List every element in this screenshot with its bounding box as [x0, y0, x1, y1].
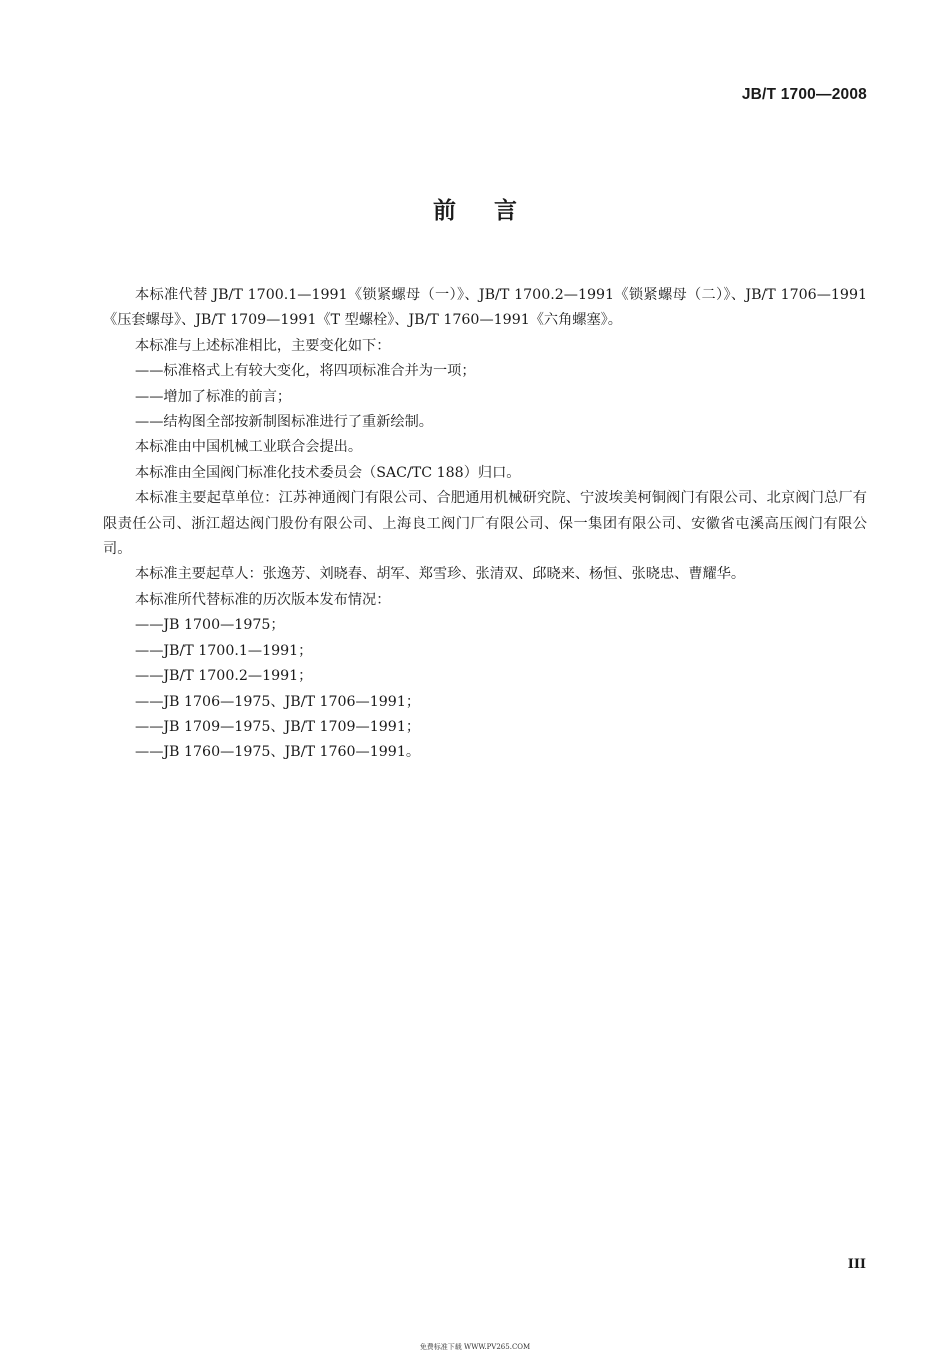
paragraph-drafters: 本标准主要起草人：张逸芳、刘晓春、胡军、郑雪珍、张清双、邱晓来、杨恒、张晓忠、曹耀华。 — [135, 566, 746, 583]
standard-number: JB/T 1700—2008 — [741, 86, 867, 103]
list-item: ——JB 1706—1975、JB/T 1706—1991； — [135, 693, 421, 710]
paragraph-managed-by: 本标准由全国阀门标准化技术委员会（SAC/TC 188）归口。 — [135, 464, 521, 481]
footer-watermark: 免费标准下载 WWW.PV265.COM — [419, 1343, 531, 1351]
list-item: ——增加了标准的前言； — [135, 388, 292, 405]
list-item: ——JB/T 1700.1—1991； — [135, 642, 313, 659]
paragraph-replaces: 本标准代替 JB/T 1700.1—1991《锁紧螺母（一）》、JB/T 1700.2—1991《锁紧螺母（二）》、JB/T 1706—1991《压套螺母》、JB/T 1709—1991《T 型螺栓》、JB/T 1760—1991《六角螺塞》。 — [103, 287, 867, 329]
list-item: ——结构图全部按新制图标准进行了重新绘制。 — [135, 414, 433, 431]
list-item: ——标准格式上有较大变化，将四项标准合并为一项； — [135, 363, 476, 380]
foreword-body — [103, 283, 867, 766]
list-item: ——JB 1709—1975、JB/T 1709—1991； — [135, 718, 421, 735]
list-item: ——JB 1760—1975、JB/T 1760—1991。 — [135, 744, 421, 761]
paragraph-proposed-by: 本标准由中国机械工业联合会提出。 — [135, 439, 363, 456]
page-title: 前言 — [433, 198, 555, 224]
page-number: III — [847, 1257, 866, 1272]
list-item: ——JB 1700—1975； — [135, 617, 285, 634]
list-item: ——JB/T 1700.2—1991； — [135, 668, 313, 685]
paragraph-drafting-units: 本标准主要起草单位：江苏神通阀门有限公司、合肥通用机械研究院、宁波埃美柯铜阀门有限公司、北京阀门总厂有限责任公司、浙江超达阀门股份有限公司、上海良工阀门厂有限公司、保一集团有限公司、安徽省屯溪高压阀门有限公司。 — [103, 490, 867, 558]
paragraph-history-intro: 本标准所代替标准的历次版本发布情况： — [135, 591, 391, 608]
paragraph-changes-intro: 本标准与上述标准相比，主要变化如下： — [135, 337, 391, 354]
